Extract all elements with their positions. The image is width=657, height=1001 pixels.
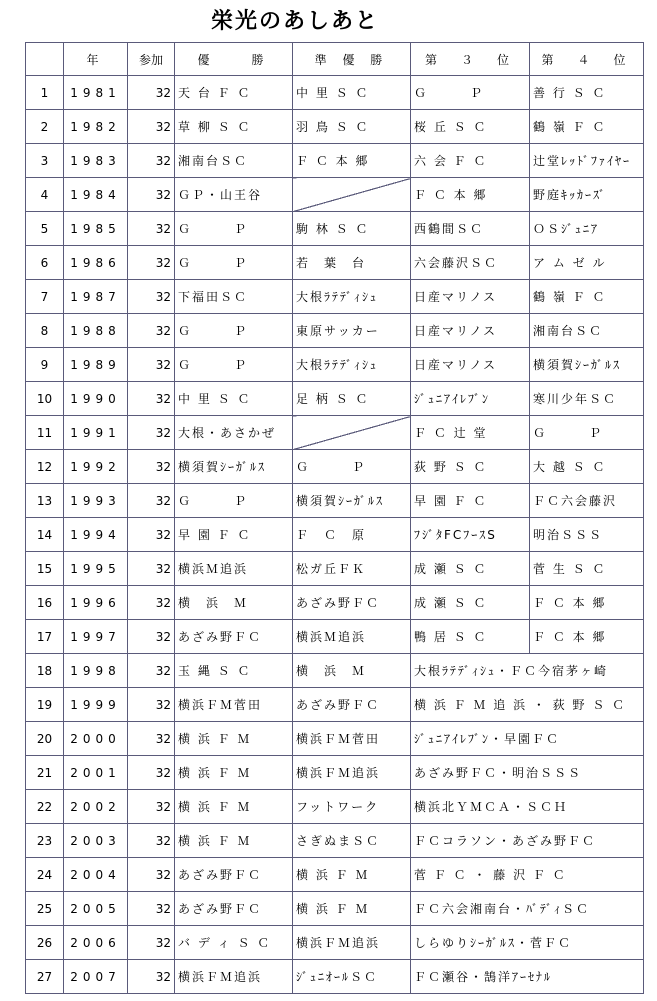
fourth-cell: 湘南台ＳＣ — [530, 314, 644, 348]
runner-up-cell: 横 浜 Ｆ Ｍ — [293, 858, 411, 892]
fourth-cell: 野庭ｷｯｶｰｽﾞ — [530, 178, 644, 212]
teams-count-cell: 32 — [128, 654, 175, 688]
winner-cell: Ｇ Ｐ — [175, 246, 293, 280]
teams-count-cell: 32 — [128, 348, 175, 382]
winner-cell: 横 浜 Ｆ Ｍ — [175, 824, 293, 858]
runner-up-cell: 大根ﾗﾃﾃﾞｨｼｭ — [293, 280, 411, 314]
year-cell: 1993 — [64, 484, 128, 518]
runner-up-cell: さぎぬまＳＣ — [293, 824, 411, 858]
teams-count-cell: 32 — [128, 620, 175, 654]
header-teams: 参加 — [128, 43, 175, 76]
table-row — [26, 722, 644, 756]
year-cell: 1994 — [64, 518, 128, 552]
year-cell: 2002 — [64, 790, 128, 824]
row-number: 25 — [26, 892, 64, 926]
fourth-cell: 善 行 Ｓ Ｃ — [530, 76, 644, 110]
runner-up-cell: フットワーク — [293, 790, 411, 824]
row-number: 1 — [26, 76, 64, 110]
third-cell: 鴨 居 Ｓ Ｃ — [411, 620, 530, 654]
teams-count-cell: 32 — [128, 824, 175, 858]
teams-count-cell: 32 — [128, 246, 175, 280]
winner-cell: 湘南台ＳＣ — [175, 144, 293, 178]
row-number: 6 — [26, 246, 64, 280]
third-cell: 成 瀬 Ｓ Ｃ — [411, 586, 530, 620]
table-row — [26, 382, 644, 416]
third-cell: 日産マリノス — [411, 314, 530, 348]
teams-count-cell: 32 — [128, 518, 175, 552]
runner-up-cell: 横浜ＦＭ追浜 — [293, 926, 411, 960]
year-cell: 1992 — [64, 450, 128, 484]
table-row — [26, 178, 644, 212]
row-number: 27 — [26, 960, 64, 994]
table-row — [26, 858, 644, 892]
year-cell: 1995 — [64, 552, 128, 586]
runner-up-cell: Ｆ Ｃ 原 — [293, 518, 411, 552]
third-cell: 早 園 Ｆ Ｃ — [411, 484, 530, 518]
row-number: 10 — [26, 382, 64, 416]
winner-cell: あざみ野ＦＣ — [175, 858, 293, 892]
fourth-cell: 寒川少年ＳＣ — [530, 382, 644, 416]
fourth-cell: ＦＣ六会藤沢 — [530, 484, 644, 518]
table-row — [26, 688, 644, 722]
row-number: 21 — [26, 756, 64, 790]
teams-count-cell: 32 — [128, 960, 175, 994]
teams-count-cell: 32 — [128, 144, 175, 178]
winner-cell: 中 里 Ｓ Ｃ — [175, 382, 293, 416]
teams-count-cell: 32 — [128, 178, 175, 212]
runner-up-cell: ｼﾞｭﾆｵｰﾙＳＣ — [293, 960, 411, 994]
runner-up-cell: 横 浜 Ｍ — [293, 654, 411, 688]
table-row — [26, 314, 644, 348]
header-runner-up: 準 優 勝 — [293, 43, 411, 76]
fourth-cell: 横須賀ｼｰｶﾞﾙｽ — [530, 348, 644, 382]
third-fourth-cell: ＦＣ瀬谷・鵠洋ｱｰｾﾅﾙ — [411, 960, 644, 994]
year-cell: 2005 — [64, 892, 128, 926]
third-cell: ｼﾞｭﾆｱｲﾚﾌﾞﾝ — [411, 382, 530, 416]
history-table — [25, 42, 644, 994]
row-number: 19 — [26, 688, 64, 722]
year-cell: 2004 — [64, 858, 128, 892]
row-number: 23 — [26, 824, 64, 858]
row-number: 16 — [26, 586, 64, 620]
row-number: 4 — [26, 178, 64, 212]
teams-count-cell: 32 — [128, 484, 175, 518]
teams-count-cell: 32 — [128, 552, 175, 586]
row-number: 26 — [26, 926, 64, 960]
third-fourth-cell: 菅 Ｆ Ｃ ・ 藤 沢 Ｆ Ｃ — [411, 858, 644, 892]
table-row — [26, 144, 644, 178]
runner-up-cell: 羽 鳥 Ｓ Ｃ — [293, 110, 411, 144]
runner-up-cell: 足 柄 Ｓ Ｃ — [293, 382, 411, 416]
winner-cell: 横 浜 Ｆ Ｍ — [175, 756, 293, 790]
runner-up-cell: Ｇ Ｐ — [293, 450, 411, 484]
fourth-cell: Ｆ Ｃ 本 郷 — [530, 586, 644, 620]
row-number: 14 — [26, 518, 64, 552]
row-number: 5 — [26, 212, 64, 246]
runner-up-cell: 若 葉 台 — [293, 246, 411, 280]
table-row — [26, 552, 644, 586]
runner-up-cell: 横須賀ｼｰｶﾞﾙｽ — [293, 484, 411, 518]
year-cell: 1999 — [64, 688, 128, 722]
table-row — [26, 348, 644, 382]
table-row — [26, 926, 644, 960]
header-fourth: 第 ４ 位 — [530, 43, 644, 76]
year-cell: 1984 — [64, 178, 128, 212]
fourth-cell: 鶴 嶺 Ｆ Ｃ — [530, 280, 644, 314]
year-cell: 1997 — [64, 620, 128, 654]
winner-cell: あざみ野ＦＣ — [175, 892, 293, 926]
table-row — [26, 790, 644, 824]
fourth-cell: 菅 生 Ｓ Ｃ — [530, 552, 644, 586]
year-cell: 1981 — [64, 76, 128, 110]
year-cell: 1986 — [64, 246, 128, 280]
runner-up-empty-cell — [293, 416, 411, 450]
winner-cell: Ｇ Ｐ — [175, 484, 293, 518]
teams-count-cell: 32 — [128, 586, 175, 620]
table-row — [26, 960, 644, 994]
year-cell: 1983 — [64, 144, 128, 178]
winner-cell: あざみ野ＦＣ — [175, 620, 293, 654]
year-cell: 1985 — [64, 212, 128, 246]
third-cell: ﾌｼﾞﾀFCﾌｰｽS — [411, 518, 530, 552]
fourth-cell: Ｆ Ｃ 本 郷 — [530, 620, 644, 654]
runner-up-cell: 松ガ丘ＦＫ — [293, 552, 411, 586]
third-cell: 日産マリノス — [411, 348, 530, 382]
fourth-cell: Ｇ Ｐ — [530, 416, 644, 450]
table-row — [26, 586, 644, 620]
teams-count-cell: 32 — [128, 110, 175, 144]
row-number: 17 — [26, 620, 64, 654]
winner-cell: ＧＰ・山王谷 — [175, 178, 293, 212]
header-third: 第 ３ 位 — [411, 43, 530, 76]
runner-up-cell: 中 里 Ｓ Ｃ — [293, 76, 411, 110]
table-row — [26, 824, 644, 858]
year-cell: 1990 — [64, 382, 128, 416]
runner-up-cell: Ｆ Ｃ 本 郷 — [293, 144, 411, 178]
year-cell: 1982 — [64, 110, 128, 144]
third-fourth-cell: ＦＣコラソン・あざみ野ＦＣ — [411, 824, 644, 858]
teams-count-cell: 32 — [128, 416, 175, 450]
header-no — [26, 43, 64, 76]
runner-up-cell: 横浜ＦＭ菅田 — [293, 722, 411, 756]
runner-up-cell: あざみ野ＦＣ — [293, 586, 411, 620]
third-cell: 西鶴間ＳＣ — [411, 212, 530, 246]
year-cell: 1988 — [64, 314, 128, 348]
third-cell: 日産マリノス — [411, 280, 530, 314]
row-number: 7 — [26, 280, 64, 314]
third-fourth-cell: ｼﾞｭﾆｱｲﾚﾌﾞﾝ・早園ＦＣ — [411, 722, 644, 756]
teams-count-cell: 32 — [128, 756, 175, 790]
winner-cell: 横須賀ｼｰｶﾞﾙｽ — [175, 450, 293, 484]
third-cell: Ｇ Ｐ — [411, 76, 530, 110]
page-title: 栄光のあしあと — [210, 9, 379, 34]
third-fourth-cell: 大根ﾗﾃﾃﾞｨｼｭ・ＦＣ今宿茅ヶ崎 — [411, 654, 644, 688]
row-number: 13 — [26, 484, 64, 518]
row-number: 2 — [26, 110, 64, 144]
winner-cell: 横浜Ｍ追浜 — [175, 552, 293, 586]
table-row — [26, 756, 644, 790]
table-row — [26, 518, 644, 552]
winner-cell: 下福田ＳＣ — [175, 280, 293, 314]
fourth-cell: 鶴 嶺 Ｆ Ｃ — [530, 110, 644, 144]
winner-cell: 横 浜 Ｆ Ｍ — [175, 790, 293, 824]
winner-cell: 横浜ＦＭ追浜 — [175, 960, 293, 994]
row-number: 18 — [26, 654, 64, 688]
winner-cell: Ｇ Ｐ — [175, 314, 293, 348]
row-number: 8 — [26, 314, 64, 348]
table-row — [26, 110, 644, 144]
row-number: 24 — [26, 858, 64, 892]
year-cell: 1989 — [64, 348, 128, 382]
teams-count-cell: 32 — [128, 314, 175, 348]
third-cell: 荻 野 Ｓ Ｃ — [411, 450, 530, 484]
runner-up-cell: 大根ﾗﾃﾃﾞｨｼｭ — [293, 348, 411, 382]
table-row — [26, 416, 644, 450]
year-cell: 1987 — [64, 280, 128, 314]
year-cell: 1996 — [64, 586, 128, 620]
table-row — [26, 76, 644, 110]
winner-cell: Ｇ Ｐ — [175, 212, 293, 246]
third-cell: Ｆ Ｃ 辻 堂 — [411, 416, 530, 450]
header-year: 年 — [64, 43, 128, 76]
third-cell: 成 瀬 Ｓ Ｃ — [411, 552, 530, 586]
year-cell: 1991 — [64, 416, 128, 450]
runner-up-cell: 横浜ＦＭ追浜 — [293, 756, 411, 790]
teams-count-cell: 32 — [128, 280, 175, 314]
third-cell: Ｆ Ｃ 本 郷 — [411, 178, 530, 212]
winner-cell: バ デ ィ Ｓ Ｃ — [175, 926, 293, 960]
winner-cell: 横 浜 Ｍ — [175, 586, 293, 620]
fourth-cell: ア ム ゼ ル — [530, 246, 644, 280]
row-number: 9 — [26, 348, 64, 382]
year-cell: 1998 — [64, 654, 128, 688]
row-number: 20 — [26, 722, 64, 756]
fourth-cell: ＯＳｼﾞｭﾆｱ — [530, 212, 644, 246]
teams-count-cell: 32 — [128, 892, 175, 926]
teams-count-cell: 32 — [128, 212, 175, 246]
year-cell: 2001 — [64, 756, 128, 790]
header-winner: 優 勝 — [175, 43, 293, 76]
runner-up-cell: 東原サッカー — [293, 314, 411, 348]
runner-up-cell: あざみ野ＦＣ — [293, 688, 411, 722]
runner-up-cell: 駒 林 Ｓ Ｃ — [293, 212, 411, 246]
row-number: 22 — [26, 790, 64, 824]
table-row — [26, 450, 644, 484]
third-fourth-cell: 横浜北ＹＭＣＡ・ＳＣＨ — [411, 790, 644, 824]
year-cell: 2006 — [64, 926, 128, 960]
table-row — [26, 620, 644, 654]
fourth-cell: 辻堂ﾚｯﾄﾞﾌｧｲﾔｰ — [530, 144, 644, 178]
third-cell: 六会藤沢ＳＣ — [411, 246, 530, 280]
row-number: 12 — [26, 450, 64, 484]
third-fourth-cell: あざみ野ＦＣ・明治ＳＳＳ — [411, 756, 644, 790]
winner-cell: 横 浜 Ｆ Ｍ — [175, 722, 293, 756]
winner-cell: 大根・あさかぜ — [175, 416, 293, 450]
table-row — [26, 212, 644, 246]
winner-cell: Ｇ Ｐ — [175, 348, 293, 382]
teams-count-cell: 32 — [128, 450, 175, 484]
teams-count-cell: 32 — [128, 926, 175, 960]
winner-cell: 天 台 Ｆ Ｃ — [175, 76, 293, 110]
winner-cell: 玉 縄 Ｓ Ｃ — [175, 654, 293, 688]
winner-cell: 横浜ＦＭ菅田 — [175, 688, 293, 722]
history-body — [26, 76, 644, 994]
third-fourth-cell: しらゆりｼｰｶﾞﾙｽ・菅ＦＣ — [411, 926, 644, 960]
teams-count-cell: 32 — [128, 688, 175, 722]
third-cell: 六 会 Ｆ Ｃ — [411, 144, 530, 178]
row-number: 11 — [26, 416, 64, 450]
row-number: 15 — [26, 552, 64, 586]
table-row — [26, 892, 644, 926]
year-cell: 2007 — [64, 960, 128, 994]
winner-cell: 草 柳 Ｓ Ｃ — [175, 110, 293, 144]
runner-up-cell: 横 浜 Ｆ Ｍ — [293, 892, 411, 926]
table-row — [26, 246, 644, 280]
year-cell: 2003 — [64, 824, 128, 858]
third-fourth-cell: 横 浜 Ｆ Ｍ 追 浜 ・ 荻 野 Ｓ Ｃ — [411, 688, 644, 722]
teams-count-cell: 32 — [128, 858, 175, 892]
winner-cell: 早 園 Ｆ Ｃ — [175, 518, 293, 552]
year-cell: 2000 — [64, 722, 128, 756]
teams-count-cell: 32 — [128, 722, 175, 756]
third-cell: 桜 丘 Ｓ Ｃ — [411, 110, 530, 144]
teams-count-cell: 32 — [128, 382, 175, 416]
teams-count-cell: 32 — [128, 790, 175, 824]
row-number: 3 — [26, 144, 64, 178]
table-row — [26, 484, 644, 518]
table-row — [26, 654, 644, 688]
table-row — [26, 280, 644, 314]
third-fourth-cell: ＦＣ六会湘南台・ﾊﾞﾃﾞｨＳＣ — [411, 892, 644, 926]
fourth-cell: 大 越 Ｓ Ｃ — [530, 450, 644, 484]
fourth-cell: 明治ＳＳＳ — [530, 518, 644, 552]
teams-count-cell: 32 — [128, 76, 175, 110]
runner-up-empty-cell — [293, 178, 411, 212]
runner-up-cell: 横浜Ｍ追浜 — [293, 620, 411, 654]
header-row — [26, 43, 644, 76]
